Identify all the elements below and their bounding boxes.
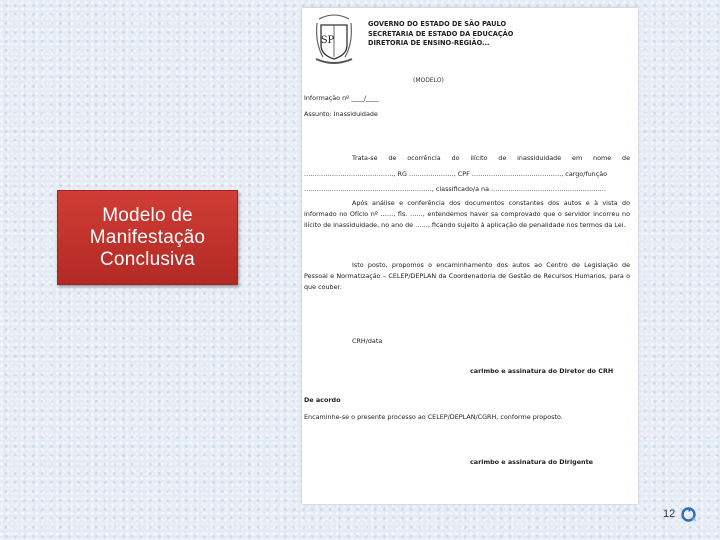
slide-navigation-icon[interactable] bbox=[680, 506, 697, 523]
subject-line: Assunto: Inassiduidade bbox=[304, 110, 378, 118]
paragraph-2: Após análise e conferência dos documentos constantes dos autos e à vista do informado no Ofício nº ……, fls. ……, entendemos haver sa comprovado que o servidor incorreu no ilícito de inassiduidade, no ano de ……, ficando sujeito à aplicação de penalidade nos termos da Lei. bbox=[304, 199, 630, 229]
paragraph-1-line-2: ……………………………………, RG …………………, CPF ……………………………………, cargo/função bbox=[304, 170, 608, 178]
document-header bbox=[368, 20, 513, 49]
forward-instruction: Encaminhe-se o presente processo ao CELEP/DEPLAN/CGRH, conforme proposto. bbox=[304, 413, 563, 421]
coat-of-arms-icon bbox=[313, 13, 355, 67]
signature-diretor-crh: carimbo e assinatura do Diretor do CRH bbox=[470, 367, 614, 375]
information-number: Informação nº ____/____ bbox=[304, 94, 379, 102]
page-number: 12 bbox=[663, 508, 676, 520]
document-page bbox=[302, 8, 638, 504]
header-line-2: SECRETARIA DE ESTADO DA EDUCAÇÃO bbox=[368, 29, 514, 38]
slide-title bbox=[90, 205, 205, 271]
paragraph-1-line-3: ……………………………………………………, classificado/a na ……………………………………………… bbox=[304, 185, 607, 193]
slide-title-box bbox=[57, 190, 238, 285]
paragraph-3: Isto posto, propomos o encaminhamento dos autos ao Centro de Legislação de Pessoal e Normatização – CELEP/DEPLAN da Coordenadoria de Gestão de Recursos Humanos, para o que couber. bbox=[304, 261, 630, 291]
model-label: (MODELO) bbox=[413, 77, 444, 84]
slide-title-line-3: Conclusiva bbox=[100, 248, 195, 270]
slide-title-line-2: Manifestação bbox=[89, 226, 206, 248]
de-acordo: De acordo bbox=[304, 396, 341, 404]
header-line-1: GOVERNO DO ESTADO DE SÃO PAULO bbox=[368, 20, 507, 28]
crh-date: CRH/data bbox=[352, 337, 383, 345]
slide-title-line-1: Modelo de bbox=[102, 204, 193, 226]
seal-letter-s: SP bbox=[320, 35, 335, 46]
paragraph-1-line-1: Trata-se de ocorrência do ilícito de inassiduidade em nome de bbox=[352, 154, 630, 162]
signature-dirigente: carimbo e assinatura do Dirigente bbox=[470, 458, 593, 466]
header-line-3: DIRETORIA DE ENSINO-REGIÃO... bbox=[368, 39, 490, 48]
